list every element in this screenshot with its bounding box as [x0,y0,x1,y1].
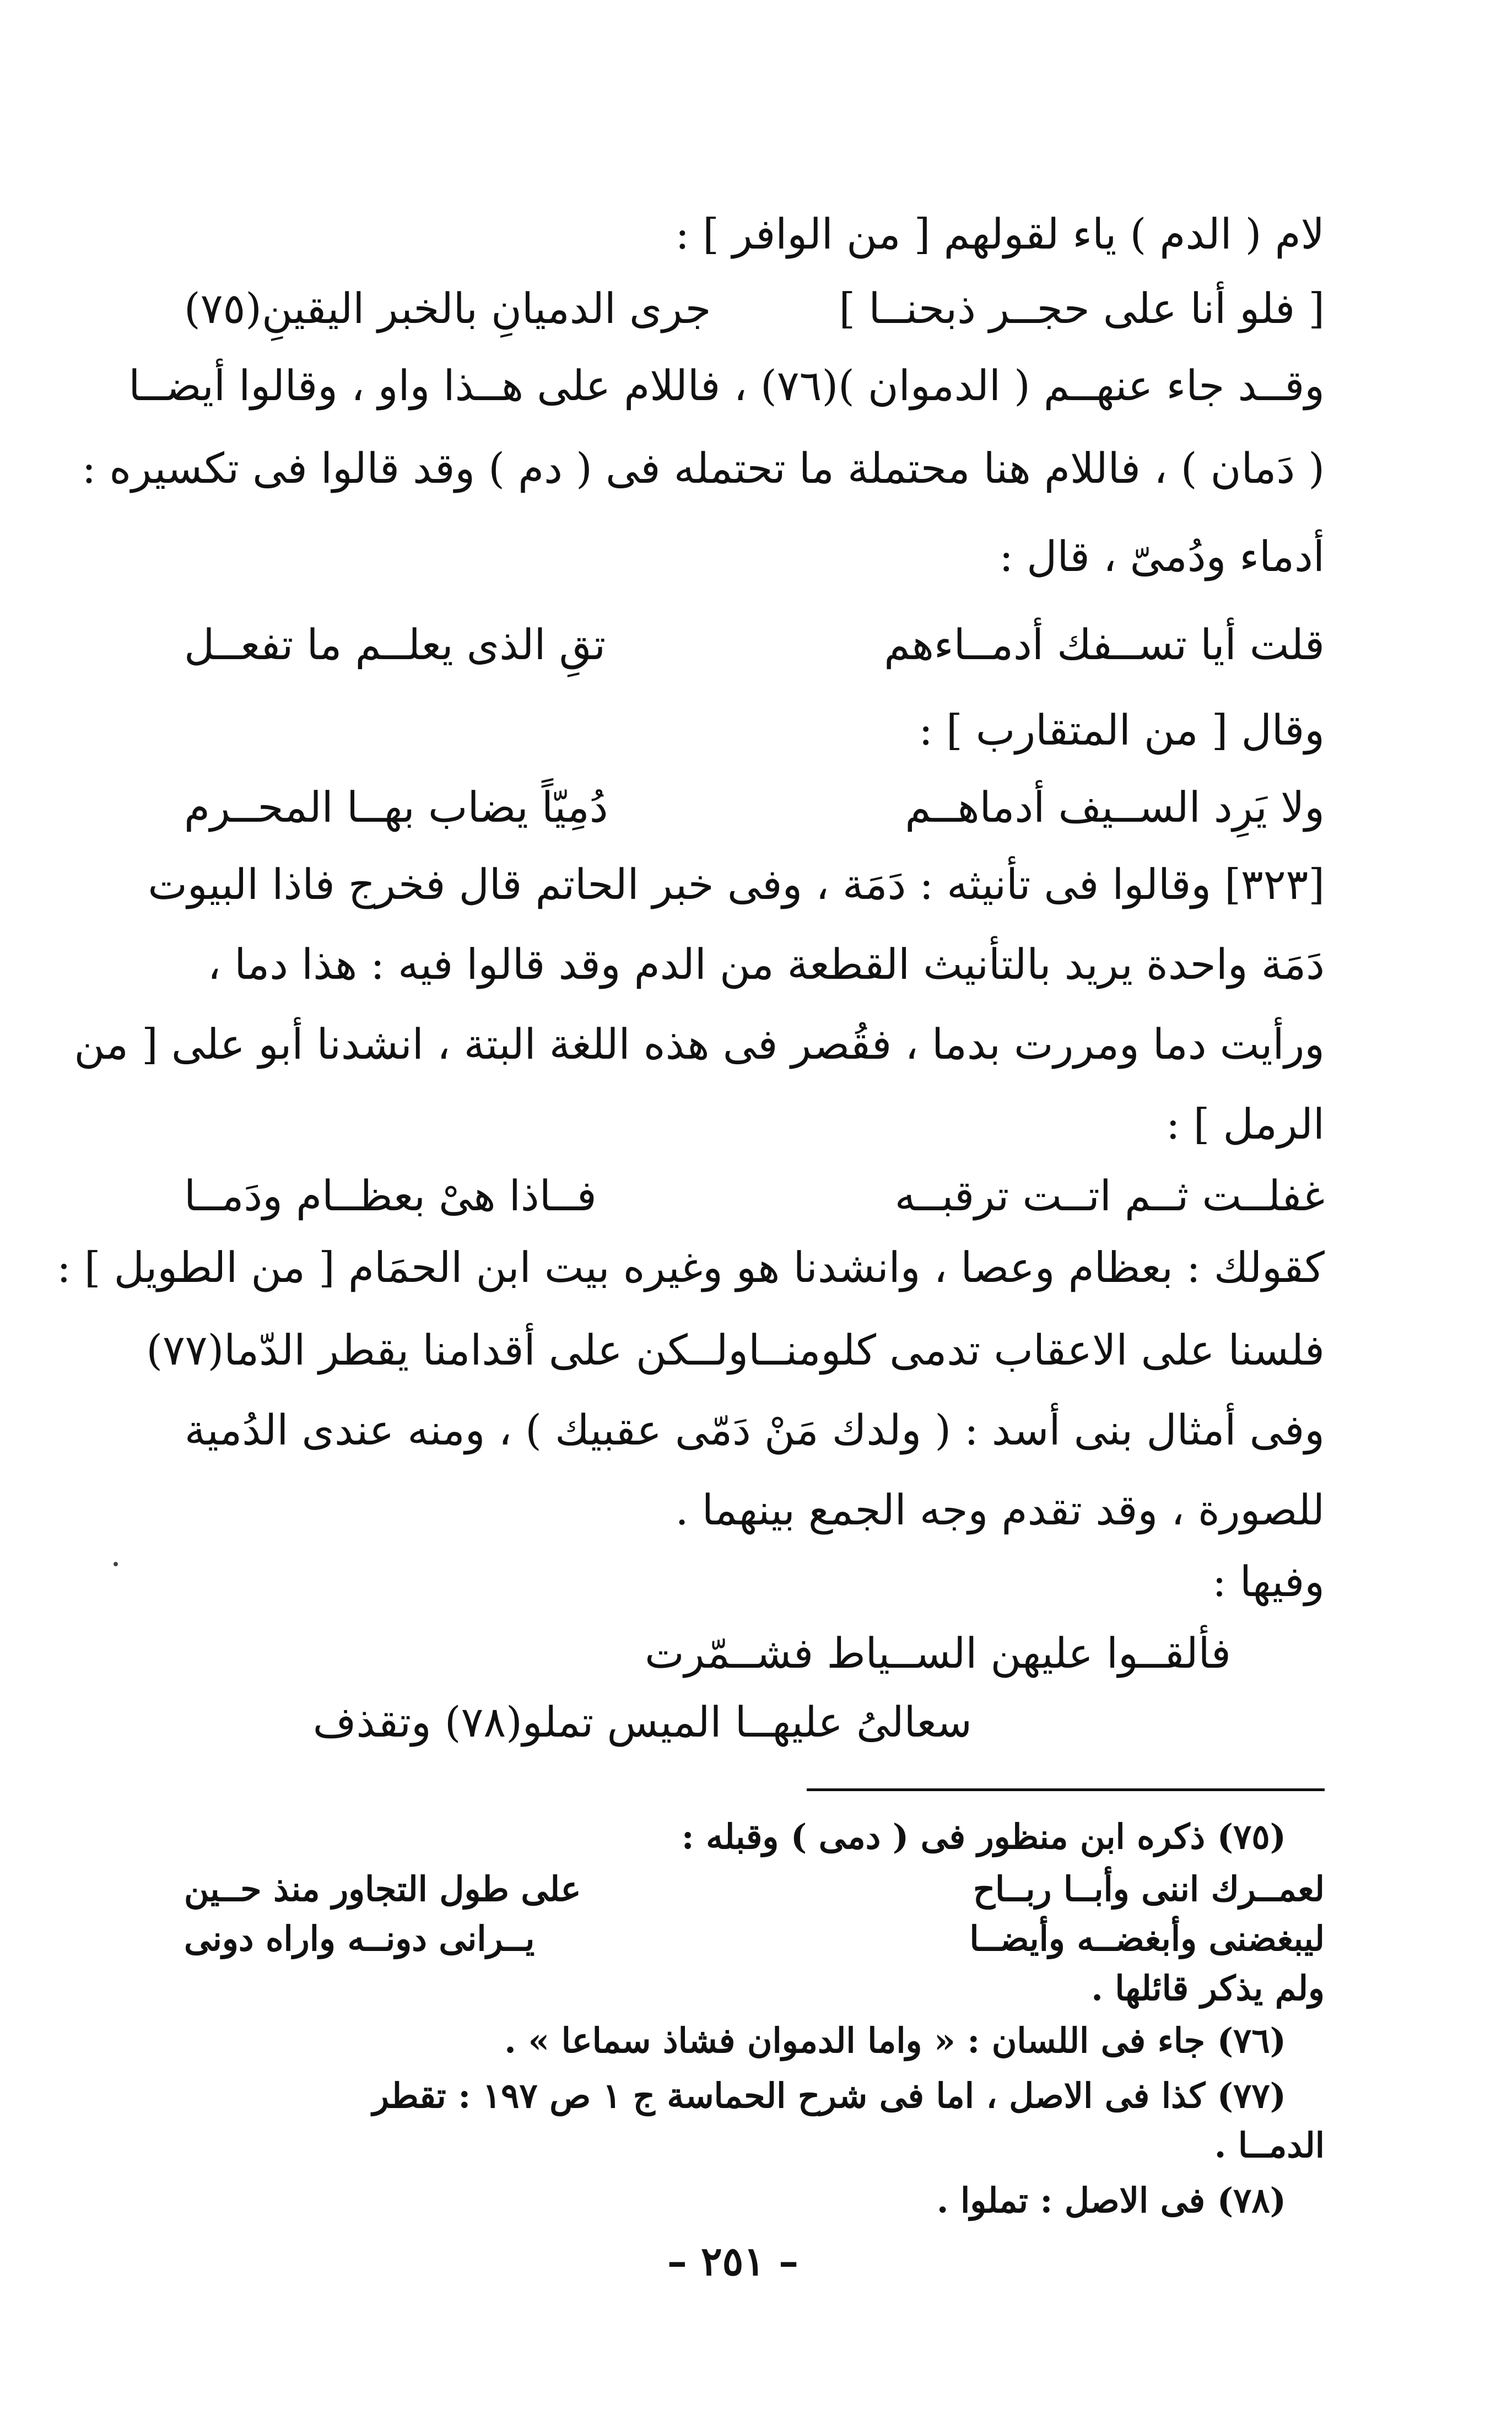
verse-line [184,1168,1325,1223]
body-line: وفيها : [1212,1557,1325,1606]
body-line: وفى أمثال بنى أسد : ( ولدك مَنْ دَمّى عقبيك ) ، ومنه عندى الدُمية [184,1405,1325,1454]
verse-hemistich: فــاذا هىْ بعظــام ودَمــا [184,1171,597,1220]
verse-hemistich: فلسنا على الاعقاب تدمى كلومنــا [748,1325,1325,1374]
verse-hemistich: ولــكن على أقدامنا يقطر الدّما(٧٧) [146,1325,749,1374]
footnote-verse [184,1915,1325,1963]
scan-speck [114,1562,118,1566]
verse-hemistich: سعالىُ عليهــا الميس تملو(٧٨) وتقذف [312,1697,972,1747]
body-line: وقال [ من المتقارب ] : [919,705,1325,754]
verse-hemistich: قلت أيا تســفك أدمــاءهم [884,620,1325,669]
footnote: ولم يذكر قائلها . [1091,1968,1325,2008]
body-line: للصورة ، وقد تقدم وجه الجمع بينهما . [675,1485,1325,1534]
body-line: لام ( الدم ) ياء لقولهم [ من الوافر ] : [675,209,1325,258]
verse-hemistich: يــرانى دونــه واراه دونى [184,1918,535,1959]
body-line: دَمَة واحدة يريد بالتأنيث القطعة من الدم وقد قالوا فيه : هذا دما ، [207,940,1325,989]
footnote: (٧٦) جاء فى اللسان : « واما الدموان فشاذ سماعا » . [504,2020,1286,2061]
verse-line [184,780,1325,835]
footnote: الدمــا . [1214,2125,1325,2165]
verse-hemistich: فألقــوا عليهن الســياط فشــمّرت [645,1629,1231,1678]
body-line: ( دَمان ) ، فاللام هنا محتملة ما تحتمله فى ( دم ) وقد قالوا فى تكسيره : [82,444,1325,493]
verse-hemistich: [ فلو أنا على حجــر ذبحنــا ] [839,284,1325,333]
body-line: الرمل ] : [1165,1099,1325,1149]
verse-line [146,1323,1325,1378]
page-number: – ٢٥١ – [667,2238,799,2284]
verse-hemistich: دُمِيّاً يضاب بهــا المحــرم [184,783,608,832]
body-line: أدماء ودُمىّ ، قال : [999,532,1325,581]
footnote: (٧٨) فى الاصل : تملوا . [936,2180,1286,2220]
footnote-verse [184,1866,1325,1913]
footnote: (٧٥) ذكره ابن منظور فى ( دمى ) وقبله : [681,1816,1286,1857]
verse-hemistich: تقِ الذى يعلــم ما تفعــل [184,620,606,669]
footnote-separator [807,1788,1325,1791]
footnote: (٧٧) كذا فى الاصل ، اما فى شرح الحماسة ج ١ ص ١٩٧ : تقطر [372,2076,1286,2116]
verse-hemistich: لعمــرك اننى وأبــا ربــاح [973,1869,1325,1909]
body-line: كقولك : بعظام وعصا ، وانشدنا هو وغيره بيت ابن الحمَام [ من الطويل ] : [57,1243,1325,1292]
verse-hemistich: ليبغضنى وأبغضــه وأيضــا [969,1918,1325,1959]
verse-hemistich: ولا يَرِد الســيف أدماهــم [905,783,1325,832]
verse-hemistich: غفلــت ثــم اتــت ترقبــه [894,1171,1325,1220]
verse-hemistich: على طول التجاور منذ حــين [184,1869,581,1909]
verse-hemistich: جرى الدميانِ بالخبر اليقينِ(٧٥) [184,284,711,333]
body-line: [٣٢٣] وقالوا فى تأنيثه : دَمَة ، وفى خبر الحاتم قال فخرج فاذا البيوت [148,860,1325,909]
body-line: ورأيت دما ومررت بدما ، فقُصر فى هذه اللغة البتة ، انشدنا أبو على [ من [74,1020,1325,1069]
verse-line [184,281,1325,336]
verse-line [184,617,1325,672]
body-line: وقــد جاء عنهــم ( الدموان )(٧٦) ، فاللام على هــذا واو ، وقالوا أيضــا [128,361,1325,410]
